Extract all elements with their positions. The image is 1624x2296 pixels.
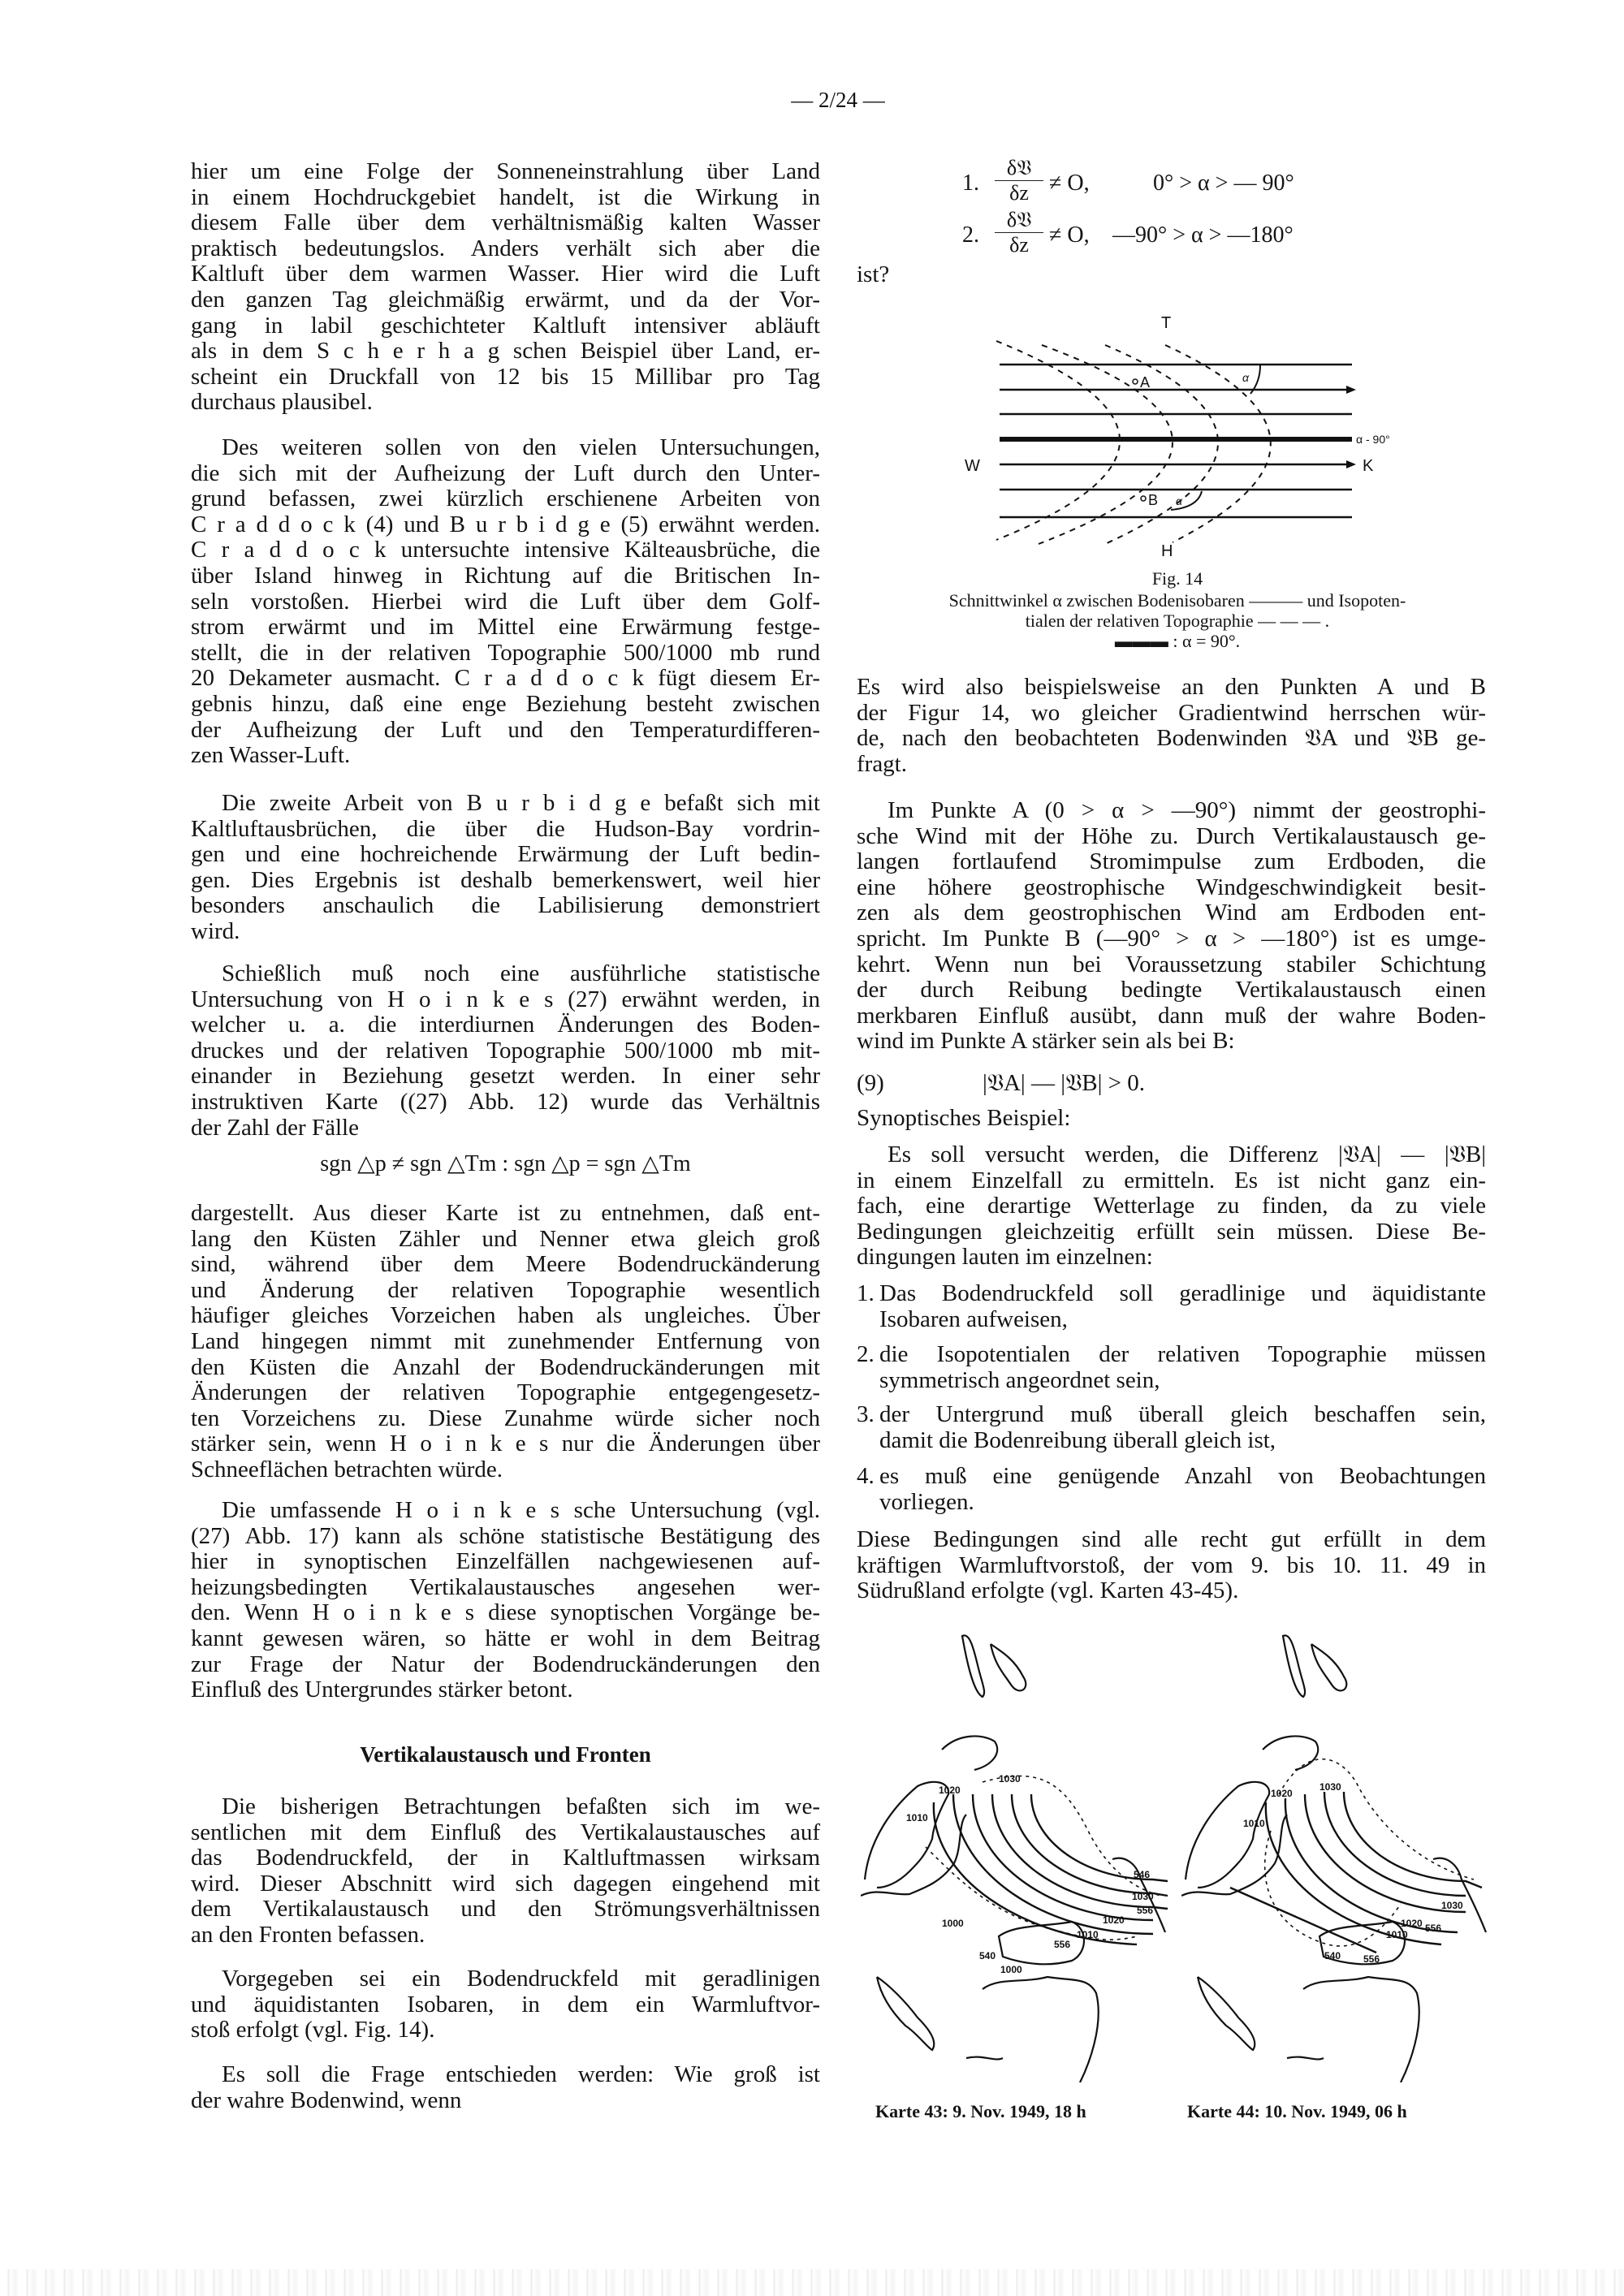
text-line: Es soll versucht werden, die Differenz |𝔙A| — |𝔙B|: [888, 1142, 1486, 1167]
text-line: die Isopotentialen der relativen Topographie müssen: [879, 1341, 1486, 1367]
text-line: stoß erfolgt (vgl. Fig. 14).: [191, 2017, 435, 2044]
isobar-label: 1030: [1441, 1900, 1463, 1911]
text-line: dem Vertikalaustausch und den Strömungsverhältnissen: [191, 1896, 820, 1923]
paragraph: [191, 1201, 820, 1483]
label-alpha-90: α - 90°: [1356, 433, 1390, 446]
text-line: der durch Reibung bedingte Vertikalaustausch einen: [857, 977, 1486, 1003]
isobar-label: 556: [1425, 1923, 1442, 1934]
text-line: Es soll die Frage entschieden werden: Wie groß ist: [222, 2061, 820, 2087]
label-t: T: [1161, 314, 1172, 332]
text-line: Südrußland erfolgte (vgl. Karten 43-45).: [857, 1577, 1239, 1604]
paragraph: [857, 1142, 1486, 1271]
paragraph: [857, 1527, 1486, 1604]
text-line: Änderungen der relativen Topographie entgegengesetz-: [191, 1379, 820, 1406]
isobar-label: 556: [1137, 1905, 1154, 1916]
synoptic-heading: Synoptisches Beispiel:: [857, 1105, 1071, 1131]
isobar-label: 1010: [1077, 1929, 1099, 1940]
text-line: Schneeflächen betrachten würde.: [191, 1456, 503, 1482]
text-line: es muß eine genügende Anzahl von Beobachtungen: [879, 1463, 1486, 1489]
text-line: grund befassen, zwei kürzlich erschienene Arbeiten von: [191, 486, 820, 512]
text-line: den. Wenn H o i n k e s diese synoptischen Vorgänge be-: [191, 1599, 820, 1626]
weather-map-karte-44: [1181, 1620, 1490, 2082]
isobar-label: 556: [1363, 1953, 1380, 1965]
text-line: einander in Beziehung gesetzt werden. In einer sehr: [191, 1063, 820, 1090]
text-line: Des weiteren sollen von den vielen Untersuchungen,: [222, 434, 820, 460]
text-line: an den Fronten befassen.: [191, 1921, 425, 1948]
condition-item: [857, 1281, 1486, 1332]
text-line: praktisch bedeutungslos. Anders verhält sich aber die: [191, 235, 820, 261]
text-line: der Figur 14, wo gleicher Gradientwind herrschen wür-: [857, 699, 1486, 726]
text-line: fach, eine derartige Wetterlage zu finden, da zu viele: [857, 1193, 1486, 1219]
paragraph: [857, 675, 1486, 777]
text-line: Land hingegen nimmt mit zunehmender Entfernung von: [191, 1327, 820, 1354]
relation: ≠ O,: [1049, 222, 1090, 248]
text-line: Isobaren aufweisen,: [879, 1306, 1068, 1332]
text-line: Schießlich muß noch eine ausführliche statistische: [222, 960, 820, 986]
isobar-label: 1020: [1271, 1788, 1293, 1799]
text-line: gebnis hinzu, daß eine enge Beziehung besteht zwischen: [191, 690, 820, 717]
text-line: durchaus plausibel.: [191, 389, 373, 416]
text-line: de, nach den beobachteten Bodenwinden 𝔙A und 𝔙B ge-: [857, 725, 1486, 752]
text-line: der Zahl der Fälle: [191, 1114, 359, 1141]
fraction: [995, 156, 1043, 205]
text-line: fragt.: [857, 750, 907, 777]
text-line: und Änderung der relativen Topographie wesentlich: [191, 1276, 820, 1303]
label-h: H: [1161, 542, 1173, 560]
point-a-marker: [1133, 379, 1138, 384]
isobar-label: 540: [1324, 1950, 1341, 1962]
denominator: δz: [1009, 233, 1029, 257]
point-b-marker: [1141, 496, 1146, 501]
text-line: ten Vorzeichens zu. Diese Zunahme würde sicher noch: [191, 1405, 820, 1431]
text-line: C r a d d o c k untersuchte intensive Kälteausbrüche, die: [191, 537, 820, 563]
label-a: A: [1140, 374, 1151, 391]
fraction: [995, 208, 1043, 257]
label-w: W: [965, 457, 980, 475]
figure-title: Fig. 14: [1151, 568, 1203, 589]
angle-range: —90° > α > —180°: [1112, 222, 1294, 248]
text-line: Im Punkte A (0 > α > —90°) nimmt der geostrophi-: [888, 797, 1486, 823]
paragraph: [191, 1794, 820, 1949]
figure-caption-line: ▬▬▬ : α = 90°.: [1114, 631, 1241, 651]
condition-number: 3.: [857, 1401, 875, 1427]
text-line: hier um eine Folge der Sonneneinstrahlung über Land: [191, 158, 820, 184]
isobar-label: 1030: [999, 1773, 1021, 1785]
text-line: Das Bodendruckfeld soll geradlinige und äquidistante: [879, 1280, 1486, 1306]
isopotential: [1105, 345, 1218, 544]
text-line: eine höhere geostrophische Windgeschwindigkeit besit-: [857, 874, 1486, 900]
text-line: Einfluß des Untergrundes stärker betont.: [191, 1677, 573, 1703]
text-line: der wahre Bodenwind, wenn: [191, 2087, 462, 2113]
text-line: instruktiven Karte ((27) Abb. 12) wurde das Verhältnis: [191, 1088, 820, 1115]
coastline: [861, 1635, 1165, 2082]
equation-number: 2.: [962, 222, 979, 248]
condition-number: 2.: [857, 1341, 875, 1367]
text-line: lang den Küsten Zähler und Nenner etwa gleich groß: [191, 1225, 820, 1252]
sign-formula: sgn △p ≠ sgn △Tm : sgn △p = sgn △Tm: [320, 1151, 691, 1176]
label-b: B: [1148, 492, 1159, 508]
text-line: spricht. Im Punkte B (—90° > α > —180°) ist es umge-: [857, 925, 1486, 952]
text-line: Die umfassende H o i n k e s sche Untersuchung (vgl.: [222, 1497, 820, 1523]
text-line: Vorgegeben sei ein Bodendruckfeld mit geradlinigen: [222, 1966, 820, 1992]
coastline: [1181, 1635, 1486, 2082]
text-line: in einem Hochdruckgebiet handelt, ist die Wirkung in: [191, 183, 820, 210]
map-caption-karte-44: Karte 44: 10. Nov. 1949, 06 h: [1187, 2101, 1407, 2121]
arrow-icon: [1346, 386, 1356, 394]
text-line: den Küsten die Anzahl der Bodendruckänderungen mit: [191, 1353, 820, 1380]
text-line: zen als dem geostrophischen Wind am Erdboden ent-: [857, 900, 1486, 926]
isobar-label: 1000: [942, 1918, 964, 1929]
text-line: Kaltluft über dem warmen Wasser. Hier wird die Luft: [191, 261, 820, 287]
isobars: [934, 1794, 1168, 1944]
isopotential: [1165, 345, 1271, 542]
condition-item: [857, 1342, 1486, 1393]
ist-text: ist?: [857, 261, 890, 287]
weather-map-karte-43: [861, 1620, 1169, 2082]
paragraph: [191, 2062, 820, 2113]
text-line: merkbaren Einfluß ausübt, dann muß der wahre Boden-: [857, 1002, 1486, 1029]
text-line: diesem Falle über dem verhältnismäßig kalten Wasser: [191, 209, 820, 236]
paragraph: [191, 961, 820, 1141]
text-line: der Untergrund muß überall gleich beschaffen sein,: [879, 1401, 1486, 1427]
text-line: gang in labil geschichteter Kaltluft intensiver abläuft: [191, 312, 820, 339]
text-line: wird.: [191, 917, 240, 944]
text-line: häufiger gleiches Vorzeichen haben als ungleiches. Über: [191, 1302, 820, 1329]
scan-noise: [0, 2269, 1624, 2296]
paragraph: [857, 798, 1486, 1055]
text-line: scheint ein Druckfall von 12 bis 15 Millibar pro Tag: [191, 363, 820, 390]
paragraph: [191, 791, 820, 945]
page-number: — 2/24 —: [791, 88, 885, 112]
label-alpha: α: [1176, 494, 1182, 507]
condition-number: 4.: [857, 1463, 875, 1489]
relation: ≠ O,: [1049, 170, 1090, 196]
text-line: der Aufheizung der Luft und den Temperaturdifferen-: [191, 716, 820, 743]
text-line: Untersuchung von H o i n k e s (27) erwähnt werden, in: [191, 986, 820, 1012]
text-line: Bedingungen gleichzeitig erfüllt sein müssen. Diese Be-: [857, 1218, 1486, 1245]
text-line: Es wird also beispielsweise an den Punkten A und B: [857, 674, 1486, 700]
text-line: stärker sein, wenn H o i n k e s nur die Änderungen über: [191, 1431, 820, 1457]
paragraph: [191, 1966, 820, 2044]
text-line: (27) Abb. 17) kann als schöne statistische Bestätigung des: [191, 1522, 820, 1549]
text-line: Die bisherigen Betrachtungen befaßten sich im we-: [222, 1793, 820, 1819]
condition-item: [857, 1402, 1486, 1453]
isobar-label: 1030: [1132, 1891, 1154, 1902]
isobar-label: 1010: [1243, 1818, 1265, 1829]
paragraph: [191, 159, 820, 416]
text-line: sche Wind mit der Höhe zu. Durch Vertikalaustausch ge-: [857, 822, 1486, 849]
paragraph: [191, 435, 820, 769]
text-line: sentlichen mit dem Einfluß des Vertikalaustausches auf: [191, 1819, 820, 1845]
text-line: Diese Bedingungen sind alle recht gut erfüllt in dem: [857, 1526, 1486, 1552]
text-line: druckes und der relativen Topographie 500/1000 mb mit-: [191, 1037, 820, 1064]
label-alpha: α: [1242, 371, 1249, 384]
equation-9: |𝔙A| — |𝔙B| > 0.: [983, 1070, 1145, 1096]
text-line: welcher u. a. die interdiurnen Änderungen des Boden-: [191, 1012, 820, 1038]
denominator: δz: [1009, 181, 1029, 205]
text-line: und äquidistanten Isobaren, in dem ein Warmluftvor-: [191, 1991, 820, 2018]
text-line: als in dem S c h e r h a g schen Beispiel über Land, er-: [191, 338, 820, 365]
numerator: δ𝔙: [995, 156, 1043, 181]
isobar-label: 546: [1134, 1869, 1151, 1880]
isobar-label: 1030: [1320, 1781, 1341, 1793]
isobar-label: 540: [979, 1950, 996, 1962]
condition-item: [857, 1464, 1486, 1515]
map-caption-karte-43: Karte 43: 9. Nov. 1949, 18 h: [875, 2101, 1086, 2121]
text-line: damit die Bodenreibung überall gleich ist,: [879, 1426, 1276, 1453]
text-line: gen. Dies Ergebnis ist deshalb bemerkenswert, weil hier: [191, 866, 820, 893]
isobar-label: 1020: [1103, 1914, 1125, 1926]
text-line: kehrt. Wenn nun bei Voraussetzung stabiler Schichtung: [857, 951, 1486, 978]
text-line: langen fortlaufend Stromimpulse zum Erdboden, die: [857, 848, 1486, 875]
isobar-label: 1000: [1000, 1964, 1022, 1975]
text-line: den ganzen Tag gleichmäßig erwärmt, und da der Vor-: [191, 286, 820, 313]
text-line: C r a d d o c k (4) und B u r b i d g e (5) erwähnt werden.: [191, 511, 820, 537]
text-line: über Island hinweg in Richtung auf die Britischen In-: [191, 562, 820, 589]
text-line: zen Wasser-Luft.: [191, 742, 351, 769]
text-line: die sich mit der Aufheizung der Luft durch den Unter-: [191, 460, 820, 486]
text-line: wird. Dieser Abschnitt wird sich dagegen eingehend mit: [191, 1870, 820, 1897]
text-line: sind, während über dem Meere Bodendruckänderung: [191, 1251, 820, 1278]
text-line: heizungsbedingten Vertikalaustausches angesehen wer-: [191, 1573, 820, 1600]
label-k: K: [1363, 457, 1374, 475]
isobar-label: 556: [1054, 1939, 1071, 1950]
text-line: Kaltluftausbrüchen, die über die Hudson-Bay vordrin-: [191, 815, 820, 842]
isobar-label: 1010: [1386, 1929, 1408, 1940]
text-line: hier in synoptischen Einzelfällen nachgewiesenen auf-: [191, 1548, 820, 1575]
arrow-icon: [1346, 460, 1356, 468]
text-line: Die zweite Arbeit von B u r b i d g e befaßt sich mit: [222, 790, 820, 816]
isobar-label: 1010: [906, 1812, 928, 1823]
text-line: gen und eine hochreichende Erwärmung der Luft bedin-: [191, 841, 820, 868]
section-heading: Vertikalaustausch und Fronten: [360, 1742, 651, 1767]
text-line: in einem Einzelfall zu ermitteln. Es ist nicht ganz ein-: [857, 1167, 1486, 1193]
text-line: 20 Dekameter ausmacht. C r a d d o c k fügt diesem Er-: [191, 665, 820, 692]
condition-number: 1.: [857, 1280, 875, 1306]
text-line: das Bodendruckfeld, der in Kaltluftmassen wirksam: [191, 1845, 820, 1871]
isopotential: [1039, 345, 1173, 544]
equation-9-label: (9): [857, 1070, 884, 1096]
numerator: δ𝔙: [995, 208, 1043, 233]
text-line: seln vorstoßen. Hierbei wird die Luft über dem Golf-: [191, 588, 820, 615]
isobar-label: 1020: [1401, 1918, 1423, 1929]
isobar-label: 1020: [939, 1785, 961, 1796]
figure-caption-line: Schnittwinkel α zwischen Bodenisobaren ——— und Isopoten-: [948, 590, 1406, 611]
text-line: kannt gewesen wären, so hätte er wohl in dem Beitrag: [191, 1625, 820, 1651]
text-line: kräftigen Warmluftvorstoß, der vom 9. bis 10. 11. 49 in: [857, 1552, 1486, 1578]
angle-range: 0° > α > — 90°: [1153, 170, 1294, 196]
text-line: vorliegen.: [879, 1488, 974, 1515]
text-line: strom erwärmt und im Mittel eine Erwärmung festge-: [191, 614, 820, 641]
text-line: zur Frage der Natur der Bodendruckänderungen den: [191, 1651, 820, 1677]
paragraph: [191, 1498, 820, 1703]
text-line: dargestellt. Aus dieser Karte ist zu entnehmen, daß ent-: [191, 1200, 820, 1226]
equation-number: 1.: [962, 170, 979, 196]
figure-caption-line: tialen der relativen Topographie — — — .: [1025, 611, 1330, 631]
text-line: dingungen lauten im einzelnen:: [857, 1244, 1153, 1271]
text-line: besonders anschaulich die Labilisierung demonstriert: [191, 892, 820, 919]
text-line: stellt, die in der relativen Topographie 500/1000 mb rund: [191, 639, 820, 666]
figure-14-diagram: [958, 309, 1413, 568]
text-line: wind im Punkte A stärker sein als bei B:: [857, 1028, 1235, 1055]
text-line: symmetrisch angeordnet sein,: [879, 1366, 1160, 1393]
